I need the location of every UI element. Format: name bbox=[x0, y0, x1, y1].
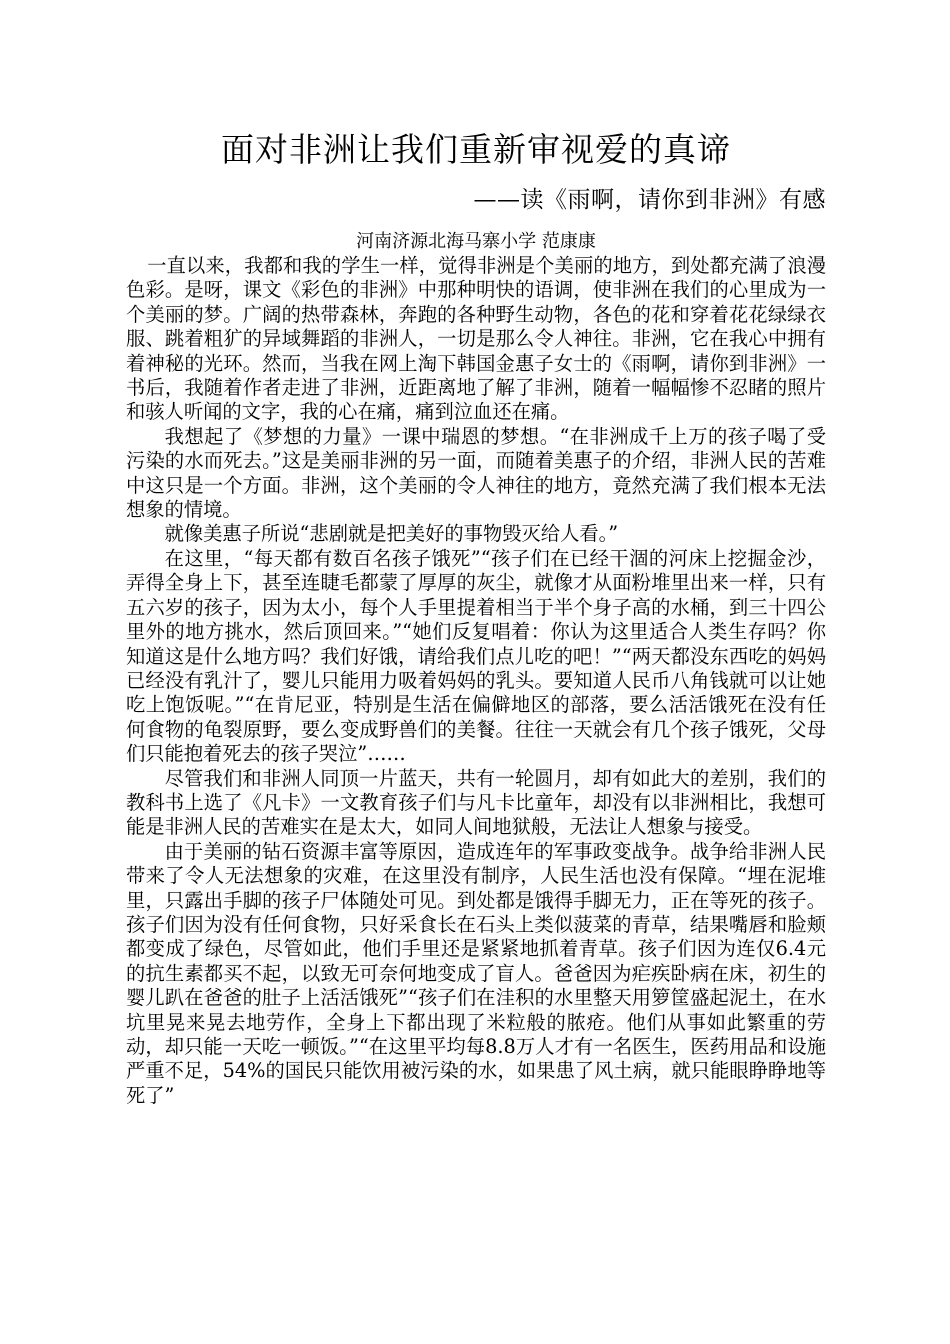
document-title: 面对非洲让我们重新审视爱的真谛 bbox=[221, 130, 731, 169]
paragraph: 一直以来，我都和我的学生一样，觉得非洲是个美丽的地方，到处都充满了浪漫色彩。是呀，课文《彩色的非洲》中那种明快的语调，使非洲在我们的心里成为一个美丽的梦。广阔的热带森林，奔跑的各种野生动物，各色的花和穿着花花绿绿衣服、跳着粗犷的异域舞蹈的非洲人，一切是那么令人神往。非洲，它在我心中拥有着神秘的光环。然而，当我在网上淘下韩国金惠子女士的《雨啊，请你到非洲》一书后，我随着作者走进了非洲，近距离地了解了非洲，随着一幅幅惨不忍睹的照片和骇人听闻的文字，我的心在痛，痛到泣血还在痛。 bbox=[126, 254, 826, 424]
paragraph: 我想起了《梦想的力量》一课中瑞恩的梦想。“在非洲成千上万的孩子喝了受污染的水而死去。”这是美丽非洲的另一面，而随着美惠子的介绍，非洲人民的苦难中这只是一个方面。非洲，这个美丽的令人神往的地方，竟然充满了我们根本无法想象的情境。 bbox=[126, 424, 826, 522]
paragraph: 由于美丽的钻石资源丰富等原因，造成连年的军事政变战争。战争给非洲人民带来了令人无法想象的灾难，在这里没有制序，人民生活也没有保障。“埋在泥堆里，只露出手脚的孩子尸体随处可见。到处都是饿得手脚无力，正在等死的孩子。孩子们因为没有任何食物，只好采食长在石头上类似菠菜的青草，结果嘴唇和脸颊都变成了绿色，尽管如此，他们手里还是紧紧地抓着青草。孩子们因为连仅6.4元的抗生素都买不起，以致无可奈何地变成了盲人。爸爸因为疟疾卧病在床，初生的婴儿趴在爸爸的肚子上活活饿死”“孩子们在洼积的水里整天用箩筐盛起泥土，在水坑里晃来晃去地劳作，全身上下都出现了米粒般的脓疮。他们从事如此繁重的劳动，却只能一天吃一顿饭。”“在这里平均每8.8万人才有一名医生，医药用品和设施严重不足，54%的国民只能饮用被污染的水，如果患了风土病，就只能眼睁睁地等死了” bbox=[126, 839, 826, 1107]
article-body bbox=[126, 254, 826, 1108]
paragraph: 在这里，“每天都有数百名孩子饿死”“孩子们在已经干涸的河床上挖掘金沙，弄得全身上下，甚至连睫毛都蒙了厚厚的灰尘，就像才从面粉堆里出来一样，只有五六岁的孩子，因为太小，每个人手里提着相当于半个身子高的水桶，到三十四公里外的地方挑水，然后顶回来。”“她们反复唱着：你认为这里适合人类生存吗？你知道这是什么地方吗？我们好饿，请给我们点儿吃的吧！”“两天都没东西吃的妈妈已经没有乳汁了，婴儿只能用力吸着妈妈的乳头。要知道人民币八角钱就可以让她吃上饱饭呢。”“在肯尼亚，特别是生活在偏僻地区的部落，要么活活饿死在没有任何食物的龟裂原野，要么变成野兽们的美餐。往往一天就会有几个孩子饿死，父母们只能抱着死去的孩子哭泣”…… bbox=[126, 546, 826, 766]
document-subtitle: ——读《雨啊，请你到非洲》有感 bbox=[473, 187, 826, 213]
paragraph: 就像美惠子所说“悲剧就是把美好的事物毁灭给人看。” bbox=[164, 522, 619, 546]
author-line: 河南济源北海马寨小学 范康康 bbox=[356, 231, 596, 252]
document-page bbox=[126, 128, 826, 1108]
paragraph: 尽管我们和非洲人同顶一片蓝天，共有一轮圆月，却有如此大的差别，我们的教科书上选了《凡卡》一文教育孩子们与凡卡比童年，却没有以非洲相比，我想可能是非洲人民的苦难实在是太大，如同人间地狱般，无法让人想象与接受。 bbox=[126, 766, 826, 839]
